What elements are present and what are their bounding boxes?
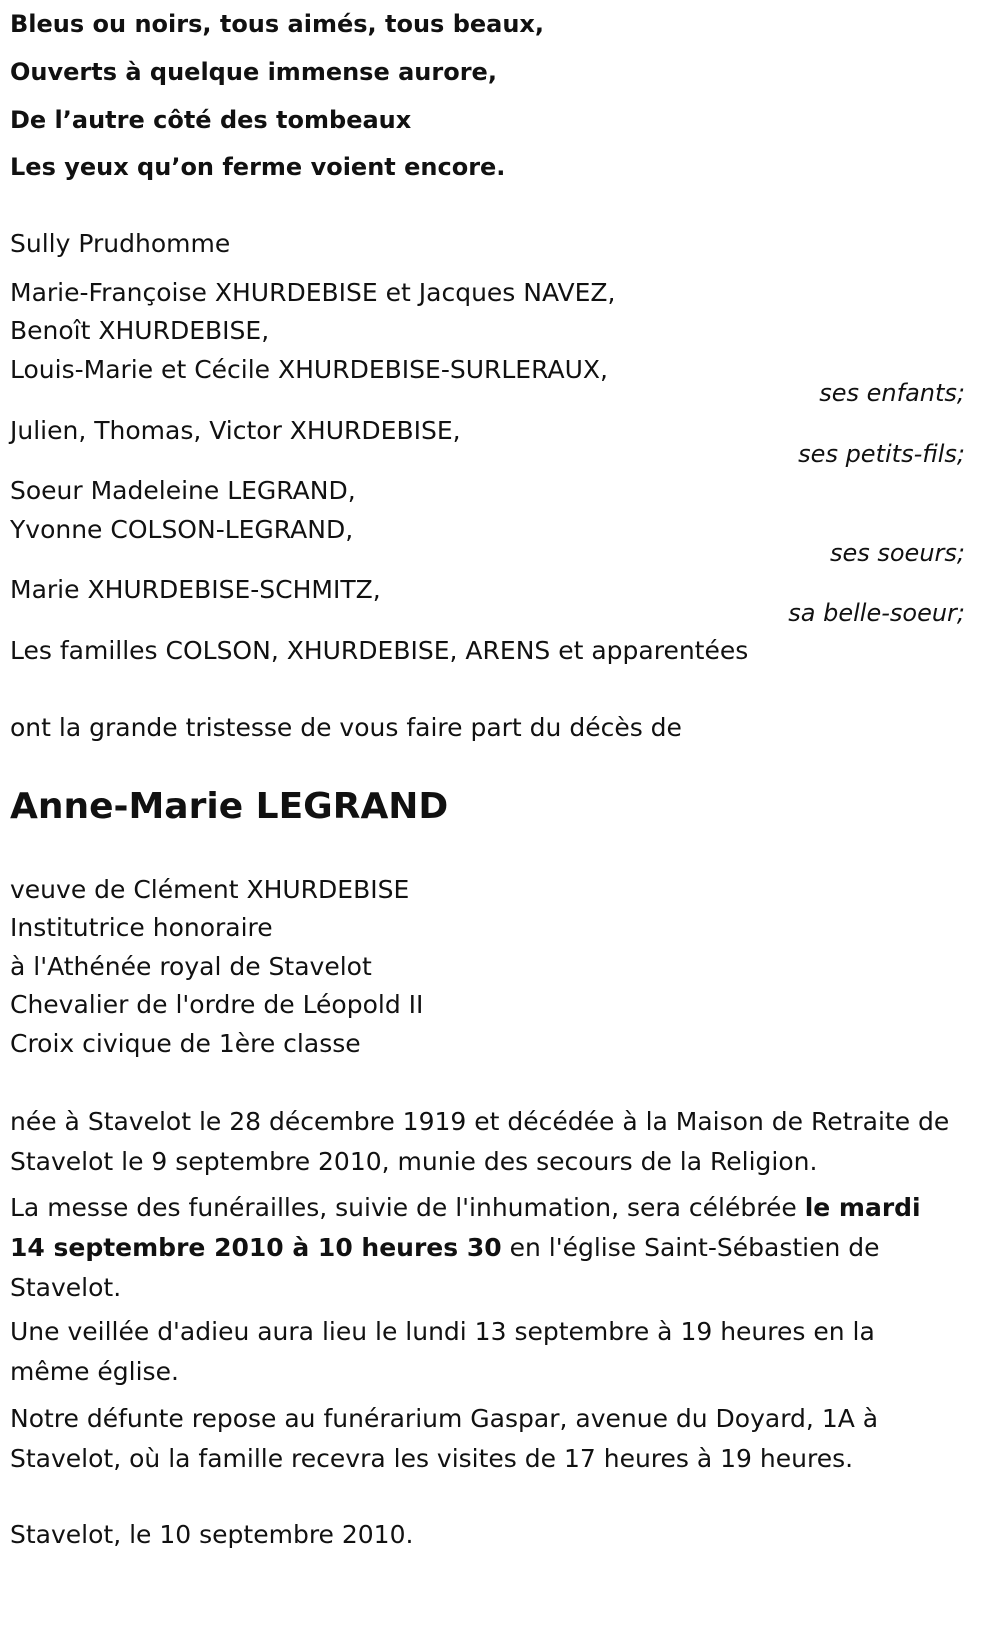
families-line: Les familles COLSON, XHURDEBISE, ARENS et apparentées <box>10 636 749 665</box>
relation-label-children: ses enfants; <box>819 379 965 407</box>
funeral-text-after: en l'église Saint-Sébastien de Stavelot. <box>10 1233 880 1302</box>
relation-label-sister-in-law: sa belle-soeur; <box>788 599 965 627</box>
sister-in-law-line: Marie XHURDEBISE-SCHMITZ, <box>10 575 381 604</box>
title-line: veuve de Clément XHURDEBISE <box>10 875 410 904</box>
vigil-paragraph: Une veillée d'adieu aura lieu le lundi 13 septembre à 19 heures en la même église. <box>10 1317 875 1386</box>
title-line: Chevalier de l'ordre de Léopold II <box>10 990 424 1019</box>
sister-line: Yvonne COLSON-LEGRAND, <box>10 515 354 544</box>
child-line: Louis-Marie et Cécile XHURDEBISE-SURLERAUX, <box>10 355 608 384</box>
title-line: Institutrice honoraire <box>10 913 273 942</box>
poem-line: De l’autre côté des tombeaux <box>10 106 412 134</box>
poem-line: Bleus ou noirs, tous aimés, tous beaux, <box>10 10 545 38</box>
funeral-text-before: La messe des funérailles, suivie de l'inhumation, sera célébrée <box>10 1193 805 1222</box>
poem-line: Ouverts à quelque immense aurore, <box>10 58 497 86</box>
birth-death-paragraph: née à Stavelot le 28 décembre 1919 et décédée à la Maison de Retraite de Stavelot le 9 septembre 2010, munie des secours de la Religion. <box>10 1107 950 1176</box>
funeral-paragraph <box>10 1188 960 1308</box>
poem-author: Sully Prudhomme <box>10 229 231 258</box>
child-line: Marie-Françoise XHURDEBISE et Jacques NAVEZ, <box>10 278 616 307</box>
child-line: Benoît XHURDEBISE, <box>10 316 270 345</box>
relation-label-sisters: ses soeurs; <box>829 539 965 567</box>
title-line: Croix civique de 1ère classe <box>10 1029 361 1058</box>
sister-line: Soeur Madeleine LEGRAND, <box>10 476 356 505</box>
grandchildren-line: Julien, Thomas, Victor XHURDEBISE, <box>10 416 461 445</box>
place-date: Stavelot, le 10 septembre 2010. <box>10 1520 414 1549</box>
poem-line: Les yeux qu’on ferme voient encore. <box>10 153 506 181</box>
funeral-date-time: le mardi 14 septembre 2010 à 10 heures 30 <box>10 1193 921 1262</box>
deceased-name: Anne-Marie LEGRAND <box>10 786 449 827</box>
relation-label-grandchildren: ses petits-fils; <box>798 440 965 468</box>
funerarium-paragraph: Notre défunte repose au funérarium Gaspar, avenue du Doyard, 1A à Stavelot, où la famille recevra les visites de 17 heures à 19 heures. <box>10 1404 879 1473</box>
title-line: à l'Athénée royal de Stavelot <box>10 952 372 981</box>
announcement: ont la grande tristesse de vous faire part du décès de <box>10 713 682 742</box>
